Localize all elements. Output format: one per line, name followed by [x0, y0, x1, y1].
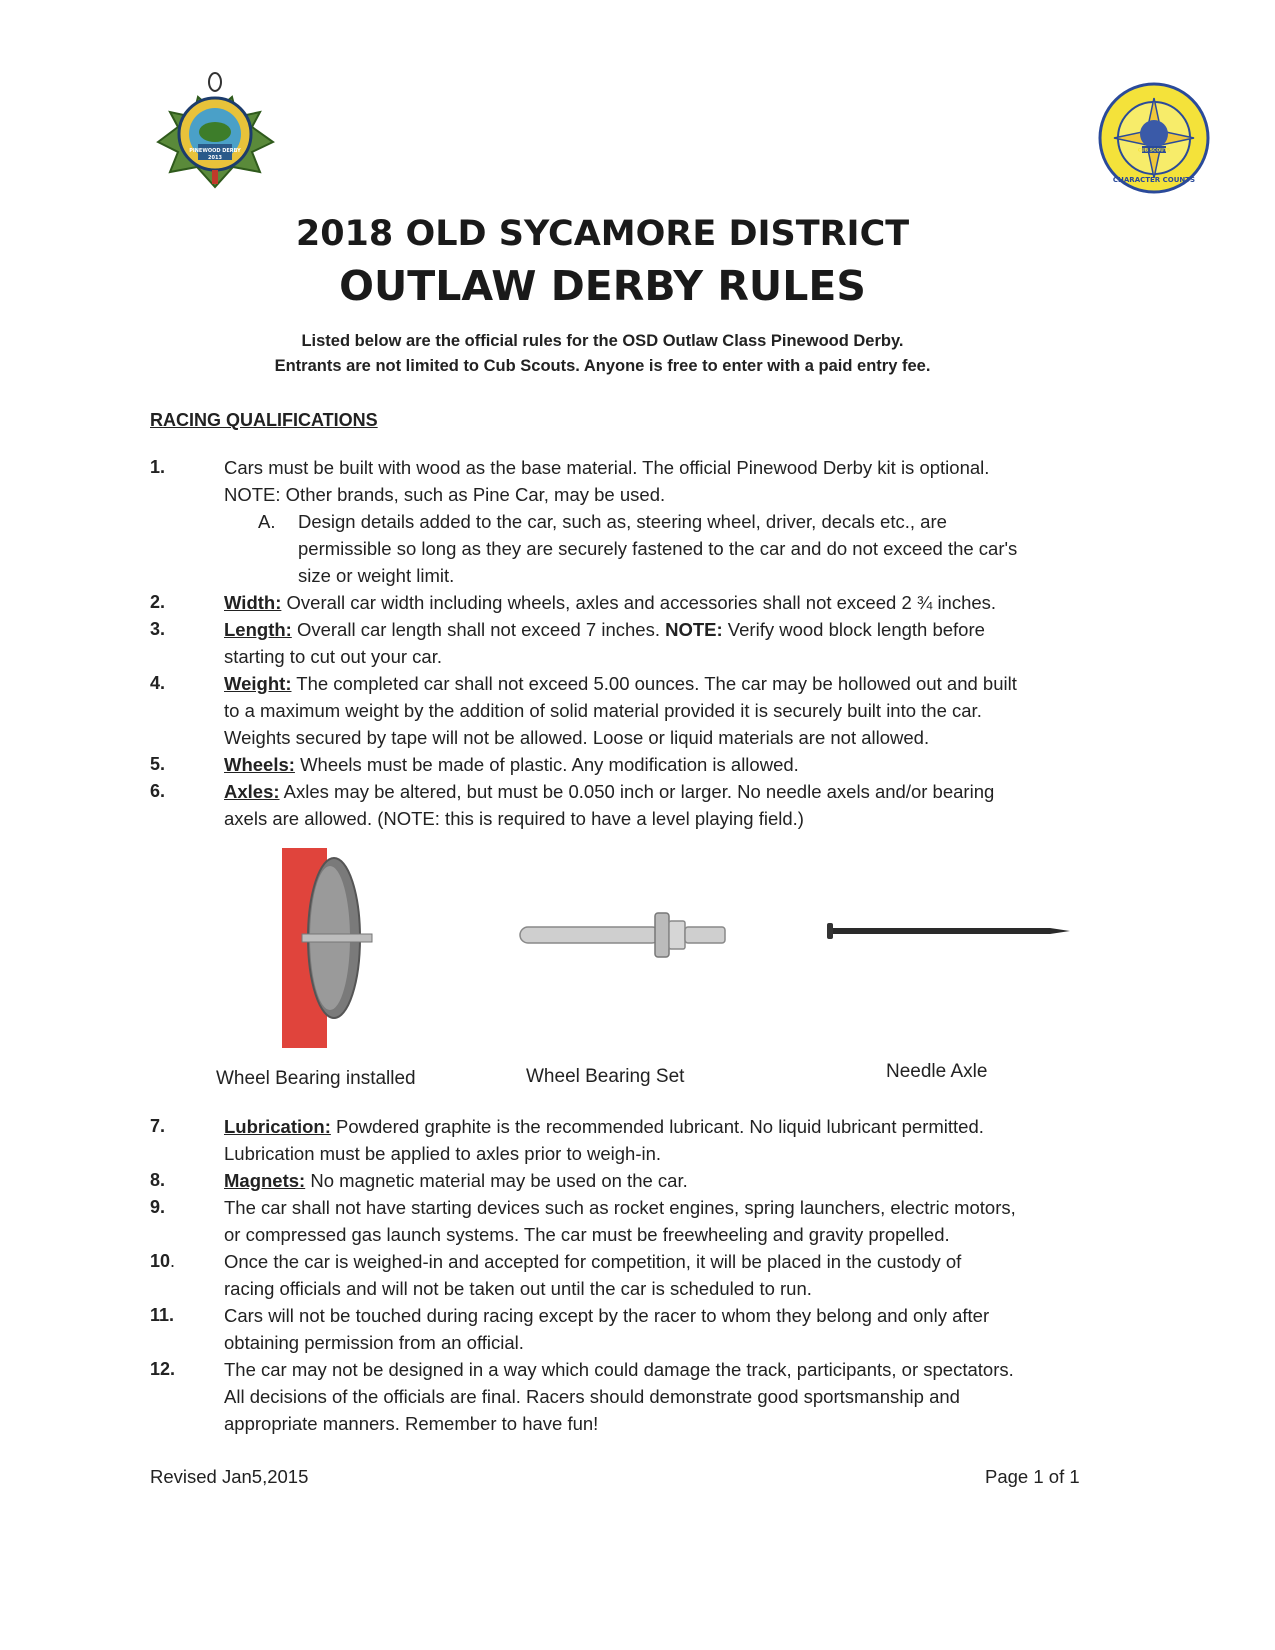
rule-3-line-2: starting to cut out your car.: [224, 646, 442, 667]
wheel-bearing-installed-photo: [282, 848, 392, 1048]
rule-12-line-1: The car may not be designed in a way which could damage the track, participants, or spectators.: [224, 1359, 1014, 1380]
rule-1-line-2: NOTE: Other brands, such as Pine Car, may be used.: [224, 484, 666, 505]
rule-number: 12.: [150, 1359, 176, 1379]
rule-10-line-1: Once the car is weighed-in and accepted for competition, it will be placed in the custody of: [224, 1251, 962, 1272]
rule-1a-letter: A.: [258, 511, 276, 532]
title-line-2: OUTLAW DERBY RULES: [339, 262, 866, 310]
old-sycamore-district-logo: [148, 72, 283, 194]
page-number: Page 1 of 1: [985, 1466, 1080, 1487]
svg-text:CHARACTER COUNTS: CHARACTER COUNTS: [1112, 176, 1196, 184]
rule-6-line-2: axels are allowed. (NOTE: this is required to have a level playing field.): [224, 808, 804, 829]
rule-number: 11.: [150, 1305, 175, 1325]
rule-4-label: Weight:: [224, 673, 292, 694]
rule-7-label: Lubrication:: [224, 1116, 331, 1137]
rule-4-line-1: Weight: The completed car shall not exceed 5.00 ounces. The car may be hollowed out and built: [224, 673, 1017, 694]
rule-number: 3.: [150, 619, 166, 639]
rule-number: 4.: [150, 673, 166, 693]
rule-4-line-2: to a maximum weight by the addition of solid material provided it is securely built into the car.: [224, 700, 982, 721]
rule-9-line-1: The car shall not have starting devices such as rocket engines, spring launchers, electric motors,: [224, 1197, 1016, 1218]
section-title: RACING QUALIFICATIONS: [150, 410, 378, 430]
svg-text:PINEWOOD DERBY: PINEWOOD DERBY: [189, 148, 241, 154]
rule-7-line-2: Lubrication must be applied to axles prior to weigh-in.: [224, 1143, 662, 1164]
rule-8-line-1: Magnets: No magnetic material may be used on the car.: [224, 1170, 688, 1191]
figure-caption: Needle Axle: [886, 1061, 988, 1082]
rule-number: 9.: [150, 1197, 166, 1217]
rule-2-label: Width:: [224, 592, 282, 613]
rule-1a-line-2: permissible so long as they are securely fastened to the car and do not exceed the car's: [298, 538, 1018, 559]
rule-2-line-1: Width: Overall car width including wheels, axles and accessories shall not exceed 2 ¾ inches.: [224, 592, 997, 613]
rule-9-line-2: or compressed gas launch systems. The car must be freewheeling and gravity propelled.: [224, 1224, 950, 1245]
intro-line-1: Listed below are the official rules for the OSD Outlaw Class Pinewood Derby.: [301, 332, 904, 350]
rule-number: 1.: [150, 457, 166, 477]
rule-number: 2.: [150, 592, 166, 612]
rule-7-line-1: Lubrication: Powdered graphite is the recommended lubricant. No liquid lubricant permitted.: [224, 1116, 984, 1137]
wheel-bearing-set-photo: [515, 905, 735, 965]
rule-6-line-1: Axles: Axles may be altered, but must be 0.050 inch or larger. No needle axels and/or bearing: [224, 781, 995, 802]
rule-5-line-1: Wheels: Wheels must be made of plastic. Any modification is allowed.: [224, 754, 799, 775]
intro-line-2: Entrants are not limited to Cub Scouts. Anyone is free to enter with a paid entry fee.: [274, 357, 931, 375]
title-line-1: 2018 OLD SYCAMORE DISTRICT: [295, 214, 910, 254]
rule-5-label: Wheels:: [224, 754, 295, 775]
rule-8-label: Magnets:: [224, 1170, 306, 1191]
character-counts-logo: [1098, 82, 1210, 194]
rule-12-line-2: All decisions of the officials are final. Racers should demonstrate good sportsmanship and: [224, 1386, 960, 1407]
rule-3-label: Length:: [224, 619, 292, 640]
rule-number: 6.: [150, 781, 166, 801]
rule-6-label: Axles:: [224, 781, 280, 802]
rule-10-line-2: racing officials and will not be taken out until the car is scheduled to run.: [224, 1278, 812, 1299]
rule-number: 10.: [150, 1251, 176, 1271]
rule-12-line-3: appropriate manners. Remember to have fun!: [224, 1413, 599, 1434]
needle-axle-photo: [825, 915, 1075, 945]
rule-4-line-3: Weights secured by tape will not be allowed. Loose or liquid materials are not allowed.: [224, 727, 930, 748]
rule-3-line-1: Length: Overall car length shall not exceed 7 inches. NOTE: Verify wood block length before: [224, 619, 985, 640]
svg-text:CUB SCOUTS: CUB SCOUTS: [1137, 148, 1171, 154]
rule-11-line-1: Cars will not be touched during racing except by the racer to whom they belong and only after: [224, 1305, 990, 1326]
rule-number: 8.: [150, 1170, 166, 1190]
rule-1a-line-1: Design details added to the car, such as, steering wheel, driver, decals etc., are: [298, 511, 947, 532]
rule-number: 5.: [150, 754, 166, 774]
figure-caption: Wheel Bearing Set: [526, 1066, 685, 1087]
figure-caption: Wheel Bearing installed: [216, 1068, 416, 1089]
rule-1-line-1: Cars must be built with wood as the base material. The official Pinewood Derby kit is optional.: [224, 457, 990, 478]
rule-number: 7.: [150, 1116, 166, 1136]
revised-date: Revised Jan5,2015: [150, 1466, 309, 1487]
rule-11-line-2: obtaining permission from an official.: [224, 1332, 524, 1353]
svg-text:2013: 2013: [208, 155, 222, 161]
rule-1a-line-3: size or weight limit.: [298, 565, 455, 586]
